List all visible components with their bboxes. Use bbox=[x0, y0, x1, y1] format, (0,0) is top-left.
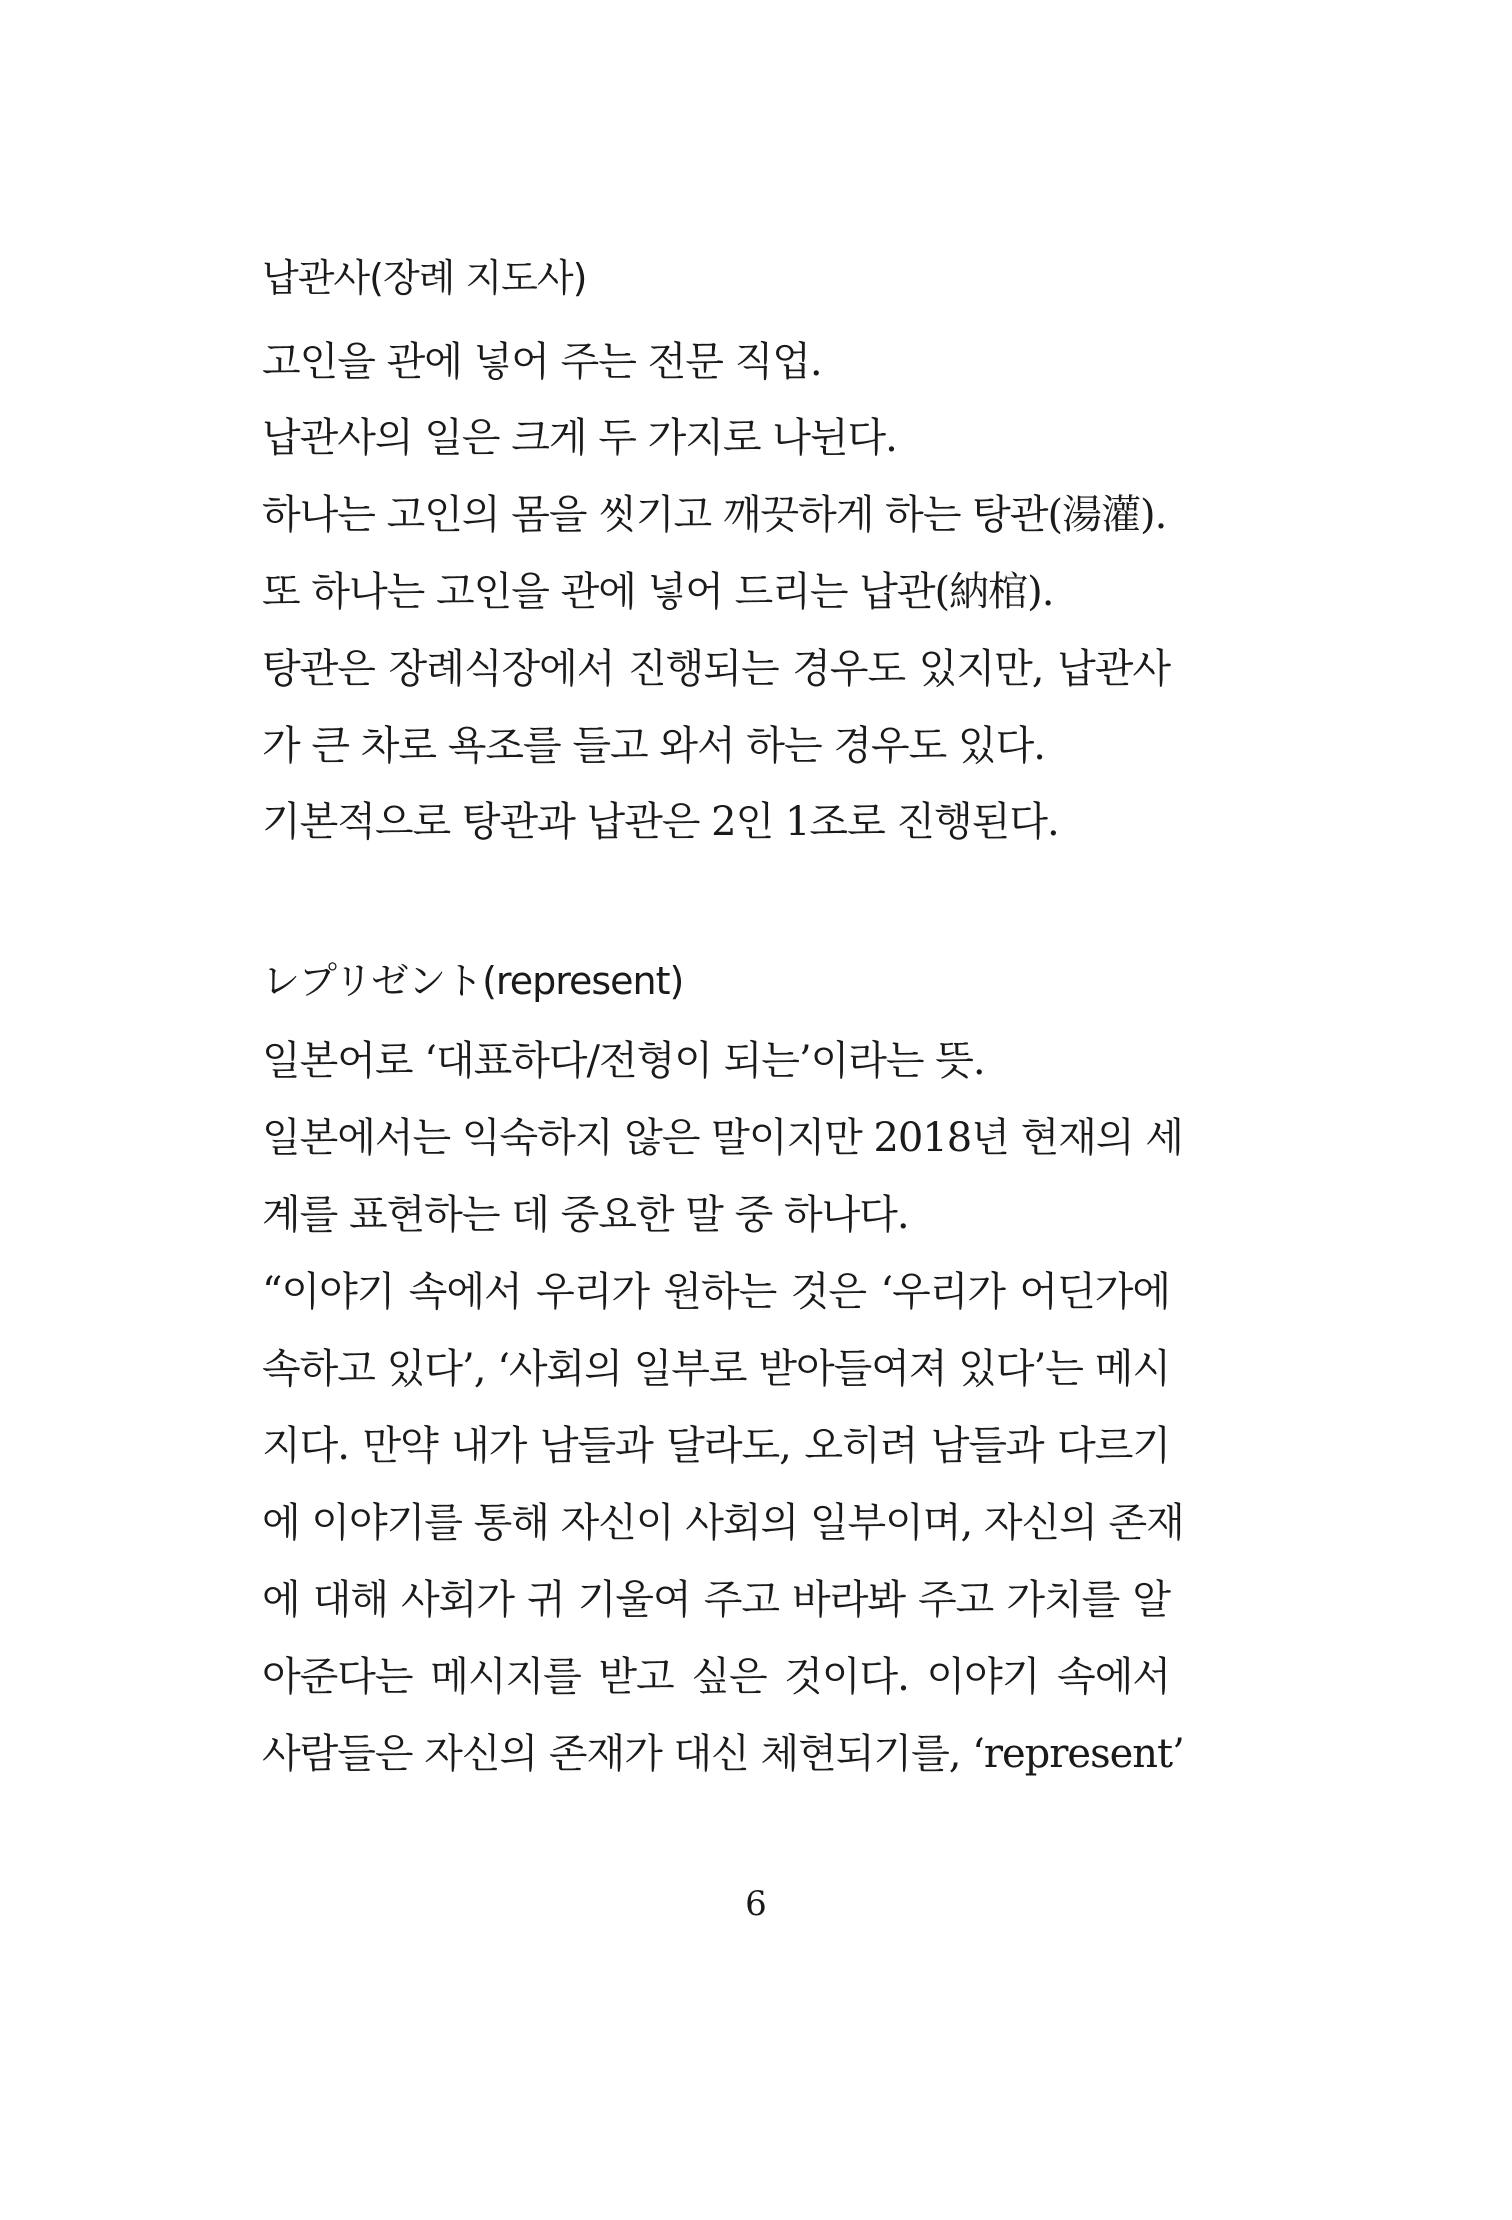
body-line: 하나는 고인의 몸을 씻기고 깨끗하게 하는 탕관(湯灌). bbox=[262, 492, 1167, 538]
page-number: 6 bbox=[745, 1884, 767, 1924]
body-line: 지다. 만약 내가 남들과 달라도, 오히려 남들과 다르기 bbox=[262, 1423, 1170, 1469]
body-line: 납관사의 일은 크게 두 가지로 나뉜다. bbox=[262, 415, 897, 461]
body-line: 탕관은 장례식장에서 진행되는 경우도 있지만, 납관사 bbox=[262, 646, 1170, 692]
body-line: 고인을 관에 넣어 주는 전문 직업. bbox=[262, 339, 822, 385]
body-line: 속하고 있다’, ‘사회의 일부로 받아들여져 있다’는 메시 bbox=[262, 1346, 1170, 1392]
body-line: 또 하나는 고인을 관에 넣어 드리는 납관(納棺). bbox=[262, 569, 1054, 615]
body-line: 일본에서는 익숙하지 않은 말이지만 2018년 현재의 세 bbox=[262, 1115, 1183, 1161]
body-line: “이야기 속에서 우리가 원하는 것은 ‘우리가 어딘가에 bbox=[262, 1269, 1170, 1315]
section-heading-nabgwansa: 납관사(장례 지도사) bbox=[262, 256, 587, 300]
body-line: 계를 표현하는 데 중요한 말 중 하나다. bbox=[262, 1192, 909, 1238]
body-line: 에 대해 사회가 귀 기울여 주고 바라봐 주고 가치를 알 bbox=[262, 1577, 1170, 1623]
body-line: 사람들은 자신의 존재가 대신 체현되기를, ‘represent’ bbox=[262, 1731, 1184, 1777]
body-line: 가 큰 차로 욕조를 들고 와서 하는 경우도 있다. bbox=[262, 723, 1045, 769]
body-line: 일본어로 ‘대표하다/전형이 되는’이라는 뜻. bbox=[262, 1038, 985, 1084]
body-line: 에 이야기를 통해 자신이 사회의 일부이며, 자신의 존재 bbox=[262, 1500, 1184, 1546]
body-line: 기본적으로 탕관과 납관은 2인 1조로 진행된다. bbox=[262, 799, 1059, 845]
section-heading-represent: レプリゼント(represent) bbox=[262, 959, 684, 1003]
body-line: 아준다는 메시지를 받고 싶은 것이다. 이야기 속에서 bbox=[262, 1654, 1170, 1700]
